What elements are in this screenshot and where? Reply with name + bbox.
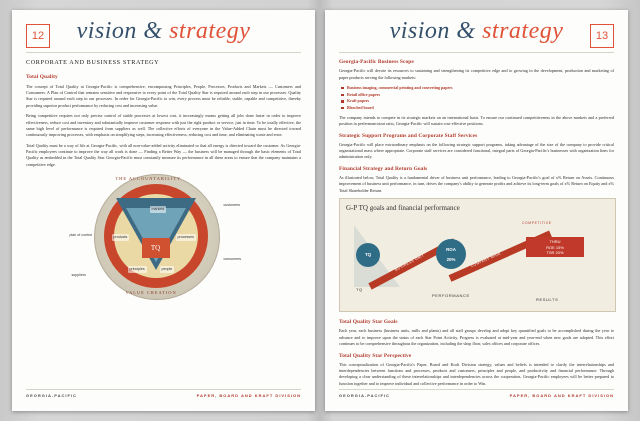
diagram-label-processes: processes	[177, 234, 194, 239]
footer-division-left: PAPER, BOARD AND KRAFT DIVISION	[196, 393, 301, 398]
heading-strategic-support: Strategic Support Programs and Corporate Staff Services	[339, 132, 478, 139]
heading-star-goals: Total Quality Star Goals	[339, 319, 398, 326]
paragraph-total-quality-2: Being competitive requires not only precise control of stable processes at lowest cost, it increasingly means getting all jobs done faster in order to improve effectiveness, reduce cost and inventory and substantially improve customer response with just the right product or service, just in time. To be totally effective, the same high level of performance is required from suppliers as well. The collective efforts of everyone in the Value-Added Chain must be directed toward continuously improving processes, with emphasis on simplifying steps, increasing effectiveness, reducing cost and time, and eliminating waste and error.	[26, 113, 301, 138]
chart-results-thru: THRU	[549, 239, 561, 245]
diagram-label-people: people	[161, 266, 173, 271]
chart-node-roa	[436, 239, 466, 269]
diagram-outer-label-plan-of-control: plan of control	[69, 232, 93, 237]
right-page-header	[325, 10, 628, 56]
footer-company-left: GEORGIA-PACIFIC	[26, 393, 77, 398]
title-word-vision-right: vision	[389, 18, 450, 44]
total-quality-star-diagram	[64, 172, 264, 300]
list-item: Retail office papers	[347, 92, 614, 98]
paragraph-total-quality-1: The concept of Total Quality at Georgia-Pacific is comprehensive, encompassing Principles, People, Processes, Products and Markets — Customers and Consumers. A Plan of Control that remains sensitive and responsive to every point of the Total Quality Star is required around each step in our processes. Quality Star is required around each step in our processes. In order for Georgia-Pacific to win, every process must be reliable, stable, capable and competitive, thereby providing superior product performance by reducing cost and increasing value.	[26, 83, 301, 108]
diagram-label-principles: principles	[129, 266, 145, 271]
chart-band-label-competitive: COMPETITIVE	[522, 221, 552, 226]
chart-node-roa-label: ROA	[446, 247, 456, 253]
left-page-footer	[26, 389, 301, 403]
header-divider-right	[339, 52, 614, 53]
page-number-left: 12	[26, 24, 50, 48]
diagram-label-products: products	[113, 234, 128, 239]
paragraph-financial-strategy: As illustrated below, Total Quality is a fundamental driver of business unit performance, leading to Georgia-Pacific's goal of x% Return on Assets. Continuous improvement of business unit performance, in turn, drives the company's ability to generate profits and achieve its long-term goals of x% Return on Equity and x% Total Shareholder Return.	[339, 175, 614, 193]
list-item: Kraft papers	[347, 98, 614, 104]
chart-results-tsr: TSR 20%	[546, 249, 564, 255]
section-heading-corporate-strategy: CORPORATE AND BUSINESS STRATEGY	[26, 59, 160, 66]
heading-business-scope: Georgia-Pacific Business Scope	[339, 59, 414, 65]
chart-axis-label-tq: TQ	[356, 287, 363, 293]
page-number-right: 13	[590, 24, 614, 48]
paragraph-star-perspective: This conceptualization of Georgia-Pacific's Paper, Board and Kraft Division strategy, values and beliefs is intended to clarify the interrelationships and interdependencies between functions and processes, products and customers, principles and people, and productivity and financial performance. Through developing a clear understanding of these interrelationships and interdependencies across the cooperation, Georgia-Pacific employees will be better prepared to function together and to improve individual and collective performance in order to Win.	[339, 361, 614, 386]
list-item: Business imaging, commercial printing and converting papers	[347, 85, 614, 91]
chart-results-roe: ROE 15%	[546, 244, 564, 250]
title-ampersand-right: &	[456, 18, 476, 44]
diagram-center-tq: TQ	[142, 238, 170, 258]
paragraph-star-goals: Each year, each business (business units, mills and plants) and all staff groups develop and adopt key quantified goals to be accomplished during the year to advance and to improve upon the status of each Star Point Activity. Progress is evaluated at mid-year and year-end when new goals are adopted. This effort continues to be comprehensive throughout the organization, including the shop floor, sales offices and corporate offices.	[339, 328, 614, 347]
title-word-vision: vision	[76, 18, 137, 44]
title-word-strategy: strategy	[169, 18, 251, 44]
title-ampersand: &	[143, 18, 163, 44]
financial-performance-chart	[339, 198, 616, 312]
chart-band-label-company-wide: COMPANY WIDE	[470, 251, 502, 269]
chart-plot-area	[340, 215, 615, 311]
page-title-right	[325, 18, 628, 45]
chart-axis-label-performance: PERFORMANCE	[432, 293, 470, 299]
business-scope-bullet-list	[339, 85, 614, 111]
diagram-arc-bottom: VALUE CREATION	[125, 290, 177, 296]
heading-star-perspective: Total Quality Star Perspective	[339, 352, 412, 359]
title-word-strategy-right: strategy	[482, 18, 564, 44]
page-title-left	[12, 18, 315, 45]
chart-axis-label-results: RESULTS	[536, 297, 559, 303]
subheading-total-quality: Total Quality	[26, 74, 58, 81]
paragraph-scope-competitiveness: The company intends to compete in its strategic markets on an international basis. To ensure our continued competitiveness in the above markets and a preferred position in perfermancoizat ratio, Georgia-Pacific will sustain cost-effective positions.	[339, 114, 614, 127]
right-page-body	[339, 58, 614, 385]
header-divider-left	[26, 52, 301, 53]
paragraph-business-scope: Georgia-Pacific will devote its resources to sustaining and strengthening its competitive edge and to growing in the development, production and marketing of paper products serving the following markets:	[339, 68, 614, 80]
paragraph-total-quality-3: Total Quality must be a way of life at Georgia-Pacific, with all non-value-added activity eliminated so that all energy is directed toward the customer. As Georgia-Pacific employees continue to improve the way all work is done — Finding a Better Way — the business will be managed through the basic elements of Total Quality as embedded in the Total Quality Star. Georgia-Pacific must constantly measure its performance in all these areas to ensure that the company maintains a competitive edge.	[26, 142, 301, 167]
footer-company-right: GEORGIA-PACIFIC	[339, 393, 390, 398]
chart-title: G-P TQ goals and financial performance	[346, 204, 460, 213]
right-page-footer	[339, 389, 614, 403]
diagram-outer-label-suppliers: suppliers	[71, 272, 86, 277]
right-page	[325, 10, 628, 411]
chart-node-results	[526, 237, 584, 257]
heading-financial-strategy: Financial Strategy and Return Goals	[339, 165, 428, 172]
diagram-arc-top: THE ACCOUNTABILITY	[115, 176, 182, 182]
diagram-outer-label-consumers: consumers	[223, 256, 242, 261]
paragraph-strategic-support: Georgia-Pacific will place extraordinary emphasis on the following strategic support programs, taking advantage of the size of the company to provide critical organizational mass where appropriate. Corporate staff services are considered functional, integral parts of Georgia-Pacific's businesses with organization lines for administration only.	[339, 141, 614, 160]
list-item: Bleached board	[347, 105, 614, 111]
chart-band-label-business-unit: BUSINESS UNIT	[394, 253, 425, 273]
left-page	[12, 10, 315, 411]
left-page-body	[26, 58, 301, 385]
chart-node-tq: TQ	[356, 243, 380, 267]
diagram-label-markets: markets	[151, 206, 165, 211]
left-page-header	[12, 10, 315, 56]
diagram-outer-label-customers: customers	[223, 202, 241, 207]
chart-node-roa-value: 20%	[446, 257, 456, 263]
footer-division-right: PAPER, BOARD AND KRAFT DIVISION	[509, 393, 614, 398]
